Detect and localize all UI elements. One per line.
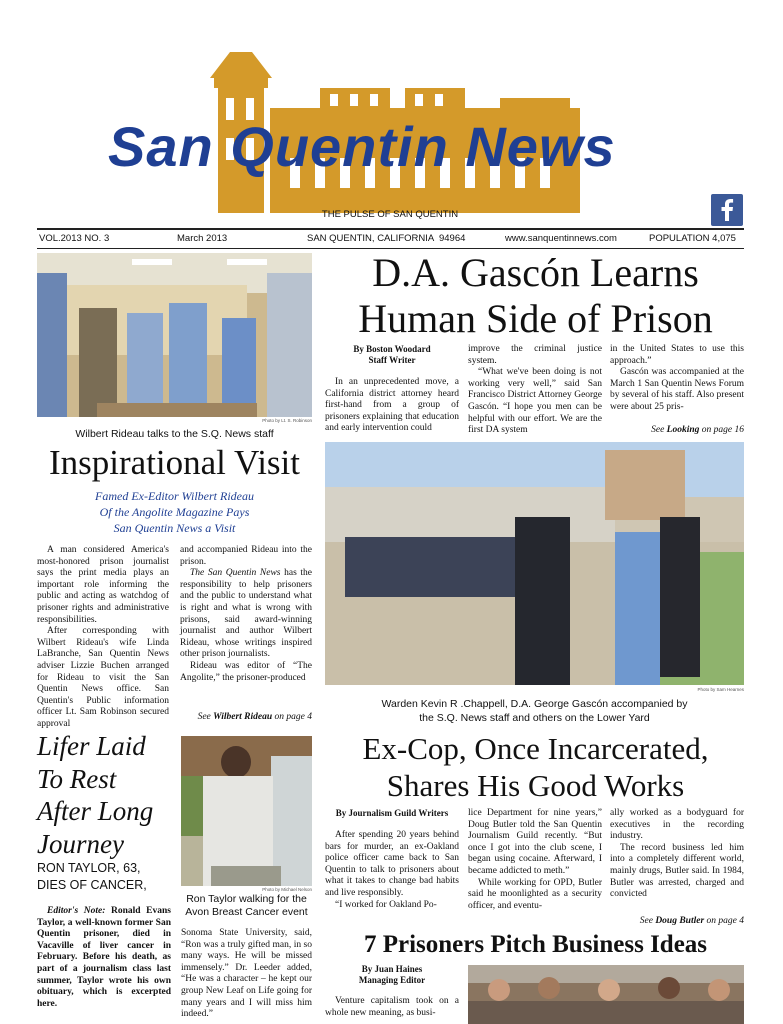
yard-photo-credit: Photo by Sam Hearnes: [697, 687, 744, 692]
inspirational-continued-ref[interactable]: Wilbert Rideau: [213, 712, 273, 722]
volume-number: VOL.2013 NO. 3: [39, 233, 110, 244]
inspirational-col2-para1: and accompanied Rideau into the prison.: [180, 545, 312, 567]
rideau-photo-credit: Photo by Lt. S. Robinson: [262, 418, 312, 423]
excop-col2: [468, 808, 602, 912]
yard-photo: [325, 442, 744, 685]
yard-photo-caption-line2: the S.Q. News staff and others on the Lower Yard: [419, 712, 650, 724]
excop-col3: [610, 808, 744, 901]
inspirational-deck-line2: Of the Angolite Magazine Pays: [99, 505, 250, 519]
yard-photo-caption: [325, 697, 744, 725]
taylor-photo-caption-line2: Avon Breast Cancer event: [185, 906, 308, 918]
location: SAN QUENTIN, CALIFORNIA 94964: [307, 233, 466, 244]
lifer-headline: [37, 730, 177, 860]
masthead-title: San Quentin News: [108, 115, 616, 178]
excop-col3-para1: ally worked as a bodyguard for executives in the recording industry.: [610, 808, 744, 842]
gascon-headline: [323, 250, 748, 342]
lifer-subhead-line1: RON TAYLOR, 63,: [37, 861, 141, 875]
yard-photo-caption-line1: Warden Kevin R .Chappell, D.A. George Gascón accompanied by: [381, 698, 688, 710]
taylor-photo-credit: Photo by Michael Nelson: [262, 887, 312, 892]
business-byline-name: By Juan Haines: [361, 964, 423, 974]
gascon-col3-para2: Gascón was accompanied at the March 1 San Quentin News Forum by several of his staff. Also present were about 25 pris-: [610, 367, 744, 412]
inspirational-col2-publication: The San Quentin News: [190, 568, 281, 579]
masthead: [0, 0, 783, 228]
excop-col2-para1: lice Department for nine years,” Doug Butler told the San Quentin Journalism Guild recently. “But once I got into the club scene, I began using cocaine. Afterward, I became addicted to meth.”: [468, 808, 602, 876]
gascon-byline-name: By Boston Woodard: [353, 344, 431, 354]
inspirational-deck-line3: San Quentin News a Visit: [113, 521, 236, 535]
lifer-note-label: Editor's Note:: [47, 906, 106, 916]
gascon-headline-line2: Human Side of Prison: [358, 296, 713, 341]
gascon-col3-para1: in the United States to use this approach.”: [610, 344, 744, 366]
inspirational-col2-para2: has the responsibility to help prisoners and the public to understand what is right and what is wrong with prisons, said award-winning journalist and author Wilbert Rideau, whose writings inspired other prison journalists.: [180, 568, 312, 660]
rideau-photo: [37, 253, 312, 417]
gascon-col3: [610, 344, 744, 414]
inspirational-deck-line1: Famed Ex-Editor Wilbert Rideau: [95, 489, 254, 503]
gascon-col1-text: In an unprecedented move, a California district attorney heard first-hand from a group of prisoners explaining that education and early intervention could: [325, 377, 459, 434]
taylor-photo-caption: [181, 893, 312, 919]
inspirational-col1: [37, 545, 169, 731]
excop-col2-para2: While working for OPD, Butler said he moonlighted as a security officer, and eventu-: [468, 877, 602, 911]
taylor-col: [181, 928, 312, 1021]
facebook-icon[interactable]: [711, 194, 743, 226]
gascon-continued[interactable]: See Looking on page 16: [651, 425, 744, 435]
gascon-byline-role: Staff Writer: [368, 355, 416, 365]
taylor-col-text: Sonoma State University, said, “Ron was a truly gifted man, in so many ways. He will be missed immensely.” Dr. Leeder added, “He was a character – he kept our group New Leaf on Life going for many years and I will miss him indeed.”: [181, 928, 312, 1020]
lifer-subhead: [37, 860, 177, 894]
business-headline: 7 Prisoners Pitch Business Ideas: [363, 931, 708, 958]
taylor-photo: [181, 736, 312, 886]
business-col1-text: Venture capitalism took on a whole new meaning, as busi-: [325, 996, 459, 1018]
inspirational-col1-para1: A man considered America's most-honored prison journalist says the print media plays an important role informing the public and acting as watchdog of prisoner rights and administrative responsibilities.: [37, 545, 169, 625]
lifer-headline-line3: After Long: [37, 796, 154, 826]
excop-headline-line2: Shares His Good Works: [386, 768, 685, 803]
inspirational-col1-para2: After corresponding with Wilbert Rideau's wife Linda LaBranche, San Quentin News adviser Lizzie Buchen arranged for Rideau to visit the San Quentin News office. San Quentin's Public information officer Lt. Sam Robinson secured approval: [37, 626, 169, 729]
rideau-photo-caption: Wilbert Rideau talks to the S.Q. News staff: [75, 428, 274, 440]
excop-col1-para2: “I worked for Oakland Po-: [335, 899, 437, 910]
lifer-headline-line4: Journey: [37, 828, 124, 859]
inspirational-continued[interactable]: See Wilbert Rideau on page 4: [197, 712, 312, 722]
info-bar: [37, 228, 744, 249]
business-photo: [468, 965, 744, 1024]
lifer-subhead-line2: DIES OF CANCER,: [37, 878, 147, 892]
excop-byline: By Journalism Guild Writers: [335, 808, 449, 818]
lifer-headline-line2: To Rest: [37, 763, 117, 794]
inspirational-col2: [180, 545, 312, 684]
population: POPULATION 4,075: [649, 233, 736, 244]
excop-continued-ref[interactable]: Doug Butler: [655, 916, 705, 926]
excop-continued[interactable]: See Doug Butler on page 4: [639, 916, 744, 926]
gascon-col1: [325, 344, 459, 435]
inspirational-headline: Inspirational Visit: [49, 443, 300, 482]
inspirational-col2-para3: Rideau was editor of “The Angolite,” the prisoner-produced: [180, 660, 312, 683]
excop-headline-line1: Ex-Cop, Once Incarcerated,: [362, 731, 709, 766]
lifer-editors-note: [37, 906, 171, 1010]
issue-date: March 2013: [177, 233, 228, 244]
lifer-headline-line1: Lifer Laid: [37, 731, 146, 761]
excop-col3-para2: The record business led him into a completely different world, mainly drugs, Butler said. In 1984, Butler was arrested, charged and convicted: [610, 842, 744, 900]
business-byline-role: Managing Editor: [358, 975, 426, 985]
inspirational-deck: [37, 488, 312, 536]
taylor-photo-caption-line1: Ron Taylor walking for the: [186, 893, 307, 905]
excop-col1-para1: After spending 20 years behind bars for murder, an ex-Oakland police officer came back to San Quentin to talk to prisoners about what it takes to change bad habits and live responsibly.: [325, 830, 459, 898]
masthead-tagline: THE PULSE OF SAN QUENTIN: [321, 209, 459, 220]
excop-col1: [325, 808, 459, 911]
excop-headline: [323, 730, 748, 804]
gascon-continued-ref[interactable]: Looking: [666, 425, 700, 435]
lifer-note-text: Ronald Evans Taylor, a well-known former San Quentin prisoner, died in Vacaville of liver cancer in February. Before his death, as part of a journalism class last summer, Taylor wrote his own obituary, which is excerpted here.: [37, 906, 171, 1009]
business-col1: [325, 964, 459, 1019]
website-link[interactable]: www.sanquentinnews.com: [505, 233, 617, 244]
gascon-col2: [468, 344, 602, 437]
gascon-col2-para2: “What we've been doing is not working very well,” said San Francisco District Attorney George Gascón. “I hope you men can be helpful with our effort. We are the first DA system: [468, 367, 602, 436]
gascon-headline-line1: D.A. Gascón Learns: [372, 250, 699, 295]
gascon-col2-para1: improve the criminal justice system.: [468, 344, 602, 366]
